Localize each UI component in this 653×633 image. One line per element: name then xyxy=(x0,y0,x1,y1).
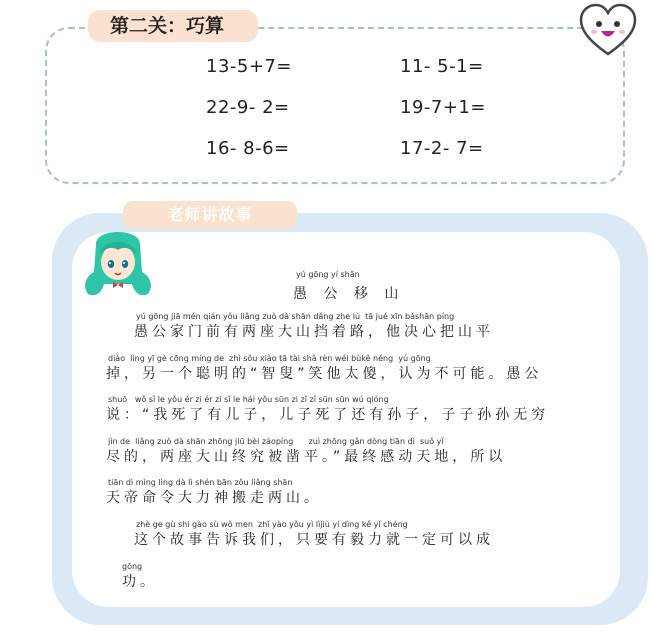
line-text: 说：“我死了有儿子，儿子死了还有孙子，子子孙孙无穷 xyxy=(106,407,550,423)
line-pinyin: jìn de liǎng zuò dà shān zhōng jiū bèi záopíng zuì zhōng gǎn dòng tiān dì suǒ yǐ xyxy=(108,437,444,446)
line-pinyin: gōng xyxy=(122,562,143,571)
equation: 17-2- 7= xyxy=(400,138,484,159)
story-title-pinyin: yú gōng yí shān xyxy=(296,270,360,279)
level-title: 第二关：巧算 xyxy=(88,10,258,42)
heart-face-icon xyxy=(578,2,638,58)
equation: 11- 5-1= xyxy=(400,56,484,77)
line-pinyin: tiān dì mìng lìng dà lì shén bān zǒu liǎng shān xyxy=(108,478,293,487)
line-pinyin: zhè ge gù shi gào sù wǒ men zhǐ yào yǒu yì lìjiù yí dìng kě yǐ chéng xyxy=(136,520,408,529)
line-text: 功。 xyxy=(122,574,158,590)
line-text: 愚公家门前有两座大山挡着路，他决心把山平 xyxy=(134,324,494,340)
girl-avatar-icon xyxy=(78,224,158,300)
equation: 19-7+1= xyxy=(400,97,486,118)
line-text: 掉，另一个聪明的“智叟”笑他太傻，认为不可能。愚公 xyxy=(106,366,543,382)
line-text: 天帝命令大力神搬走两山。 xyxy=(106,490,322,506)
calc-box xyxy=(45,27,625,184)
equation: 16- 8-6= xyxy=(206,138,290,159)
equation: 22-9- 2= xyxy=(206,97,290,118)
line-text: 尽的，两座大山终究被凿平。”最终感动天地，所以 xyxy=(106,449,507,465)
line-text: 这个故事告诉我们，只要有毅力就一定可以成 xyxy=(134,532,494,548)
equation: 13-5+7= xyxy=(206,56,292,77)
line-pinyin: yú gōng jiā mén qián yǒu liǎng zuò dà shān dǎng zhe lù tā jué xīn bǎshān píng xyxy=(136,312,455,321)
story-tag: 老师讲故事 xyxy=(123,201,297,229)
line-pinyin: shuō wǒ sǐ le yǒu ér zi ér zi sǐ le hái yǒu sūn zi zǐ zǐ sūn sūn wú qióng xyxy=(108,395,389,404)
story-title: 愚 公 移 山 xyxy=(293,286,405,302)
line-pinyin: diào lìng yī gè cōng míng de zhì sǒu xiào tā tài shǎ rèn wéi bùkě néng yú gōng xyxy=(108,354,431,363)
